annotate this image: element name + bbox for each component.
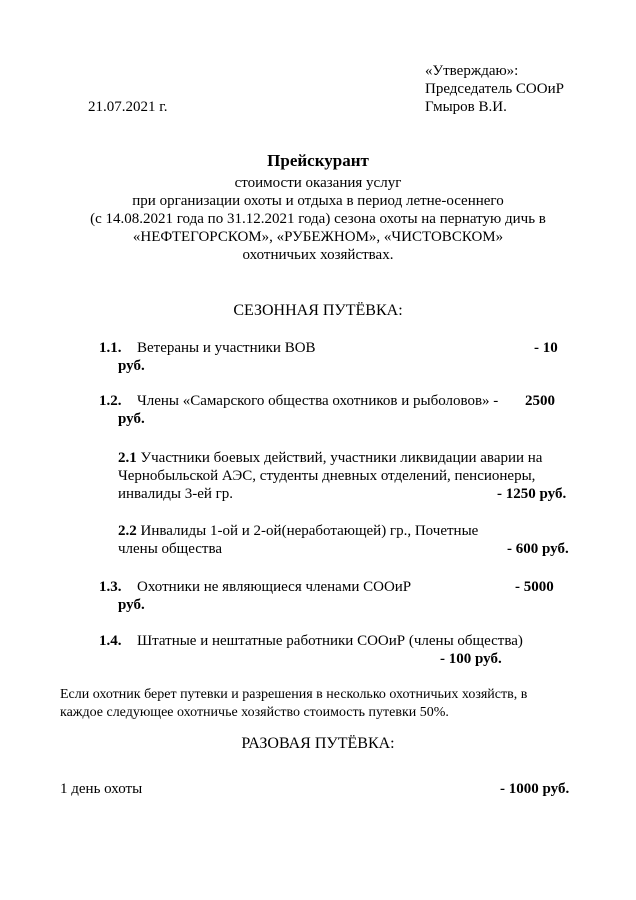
subtitle-line-1: стоимости оказания услуг [234, 175, 402, 191]
single-day-text: 1 день охоты [60, 781, 143, 797]
subtitle-line-3: (с 14.08.2021 года по 31.12.2021 года) сезона охоты на пернатую дичь в [90, 211, 546, 227]
season-heading: СЕЗОННАЯ ПУТЁВКА: [233, 302, 403, 319]
approval-position: Председатель СООиР [425, 81, 564, 97]
item-2-2-price: - 600 руб. [507, 541, 569, 557]
item-2-2-line-1 [118, 522, 478, 540]
item-1-4-text: Штатные и нештатные работники СООиР (члены общества) [137, 633, 523, 649]
item-1-2-unit: руб. [118, 411, 145, 427]
item-2-2-text-1: Инвалиды 1-ой и 2-ой(неработающей) гр., Почетные [140, 523, 479, 539]
item-1-1-number: 1.1. [99, 340, 122, 356]
subtitle-line-2: при организации охоты и отдыха в период летне-осеннего [132, 193, 504, 209]
approval-label: «Утверждаю»: [425, 63, 519, 79]
document-title: Прейскурант [267, 151, 369, 170]
item-2-1-text-1: Участники боевых действий, участники ликвидации аварии на [140, 450, 543, 466]
item-2-1-number: 2.1 [118, 450, 137, 466]
item-2-1-price: - 1250 руб. [497, 486, 567, 502]
item-2-1-text-2: Чернобыльской АЭС, студенты дневных отделений, пенсионеры, [118, 468, 536, 484]
item-1-1-unit: руб. [118, 358, 145, 374]
note-line-2: каждое следующее охотничье хозяйство стоимость путевки 50%. [60, 705, 449, 720]
item-1-3-unit: руб. [118, 597, 145, 613]
subtitle-line-5: охотничьих хозяйствах. [242, 247, 394, 263]
item-1-3-price: - 5000 [515, 579, 554, 595]
item-2-2-text-2: члены общества [118, 541, 223, 557]
item-1-1-text: Ветераны и участники ВОВ [137, 340, 316, 356]
item-1-2-price: 2500 [525, 393, 555, 409]
item-2-1-line-1 [118, 449, 542, 467]
item-1-2-number: 1.2. [99, 393, 122, 409]
note-line-1: Если охотник берет путевки и разрешения в несколько охотничьих хозяйств, в [60, 687, 528, 702]
item-2-1-text-3: инвалиды 3-ей гр. [118, 486, 234, 502]
item-1-2-text: Члены «Самарского общества охотников и рыболовов» - [137, 393, 499, 409]
approval-signer: Гмыров В.И. [425, 99, 507, 115]
item-1-3-number: 1.3. [99, 579, 122, 595]
item-1-4-price: - 100 руб. [440, 651, 502, 667]
item-1-3-text: Охотники не являющиеся членами СООиР [137, 579, 412, 595]
item-1-1-price: - 10 [534, 340, 558, 356]
single-heading: РАЗОВАЯ ПУТЁВКА: [241, 735, 395, 752]
document-date: 21.07.2021 г. [88, 99, 168, 115]
item-1-4-number: 1.4. [99, 633, 122, 649]
subtitle-line-4: «НЕФТЕГОРСКОМ», «РУБЕЖНОМ», «ЧИСТОВСКОМ» [132, 229, 504, 245]
item-2-2-number: 2.2 [118, 523, 137, 539]
single-day-price: - 1000 руб. [500, 781, 570, 797]
